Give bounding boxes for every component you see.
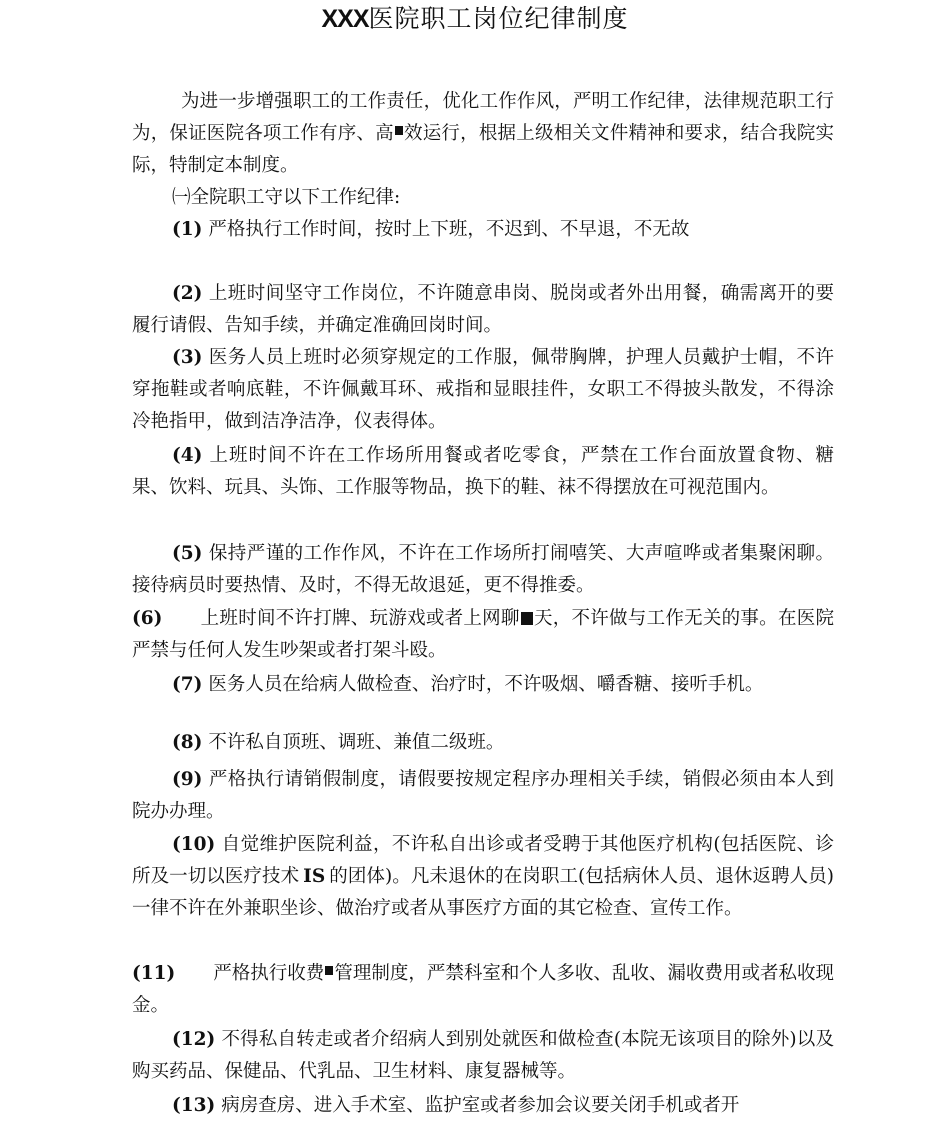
scan-artifact-mark xyxy=(325,966,333,975)
intro-paragraph: 为进一步增强职工的工作责任，优化工作作风，严明工作纪律，法律规范职工行为，保证医院各项工作有序、高 效运行，根据上级相关文件精神和要求，结合我院实际，特制定本制度。 xyxy=(132,91,834,176)
rule-item-9: (9) 严格执行请销假制度，请假要按规定程序办理相关手续，销假必须由本人到院办办理。 xyxy=(132,769,834,822)
title-prefix: XXX xyxy=(321,5,369,33)
rule-item-1: (1) 严格执行工作时间，按时上下班，不迟到、不早退，不无故 xyxy=(172,219,690,240)
scan-artifact-mark xyxy=(395,126,403,135)
rule-item-3: (3) 医务人员上班时必须穿规定的工作服，佩带胸牌，护理人员戴护士帽，不许穿拖鞋或者响底鞋，不许佩戴耳环、戒指和显眼挂件，女职工不得披头散发，不得涂冷艳指甲，做到洁净洁净，仪表得体。 xyxy=(132,347,834,432)
rule-item-4: (4) 上班时间不许在工作场所用餐或者吃零食，严禁在工作台面放置食物、糖果、饮料、玩具、头饰、工作服等物品，换下的鞋、袜不得摆放在可视范围内。 xyxy=(132,445,834,498)
section-heading: ㈠全院职工守以下工作纪律: xyxy=(172,187,401,208)
rule-item-11: (11) 严格执行收费 管理制度，严禁科室和个人多收、乱收、漏收费用或者私收现金。 xyxy=(132,963,834,1016)
scan-artifact-mark xyxy=(521,612,533,625)
rule-item-10: (10) 自觉维护医院利益，不许私自出诊或者受聘于其他医疗机构(包括医院、诊所及一切以医疗技术 IS 的团体)。凡未退休的在岗职工(包括病休人员、退休返聘人员)一律不许在外兼职坐诊、做治疗或者从事医疗方面的其它检查、宣传工作。 xyxy=(132,834,834,919)
title-text: 医院职工岗位纪律制度 xyxy=(368,4,629,33)
rule-item-13: (13) 病房查房、进入手术室、监护室或者参加会议要关闭手机或者开 xyxy=(172,1095,740,1116)
rule-item-6: (6) 上班时间不许打牌、玩游戏或者上网聊 天，不许做与工作无关的事。在医院严禁与任何人发生吵架或者打架斗殴。 xyxy=(132,608,834,661)
rule-item-5: (5) 保持严谨的工作作风，不许在工作场所打闹嘻笑、大声喧哗或者集聚闲聊。接待病员时要热情、及时，不得无故退延，更不得推委。 xyxy=(132,543,834,596)
rule-item-7: (7) 医务人员在给病人做检查、治疗时，不许吸烟、嚼香糖、接听手机。 xyxy=(172,674,764,695)
document-title xyxy=(0,2,950,36)
rule-item-2: (2) 上班时间坚守工作岗位，不许随意串岗、脱岗或者外出用餐，确需离开的要履行请假、告知手续，并确定准确回岗时间。 xyxy=(132,283,834,336)
rule-item-12: (12) 不得私自转走或者介绍病人到别处就医和做检查(本院无该项目的除外)以及购买药品、保健品、代乳品、卫生材料、康复器械等。 xyxy=(132,1029,834,1082)
rule-item-8: (8) 不许私自顶班、调班、兼值二级班。 xyxy=(172,732,505,753)
